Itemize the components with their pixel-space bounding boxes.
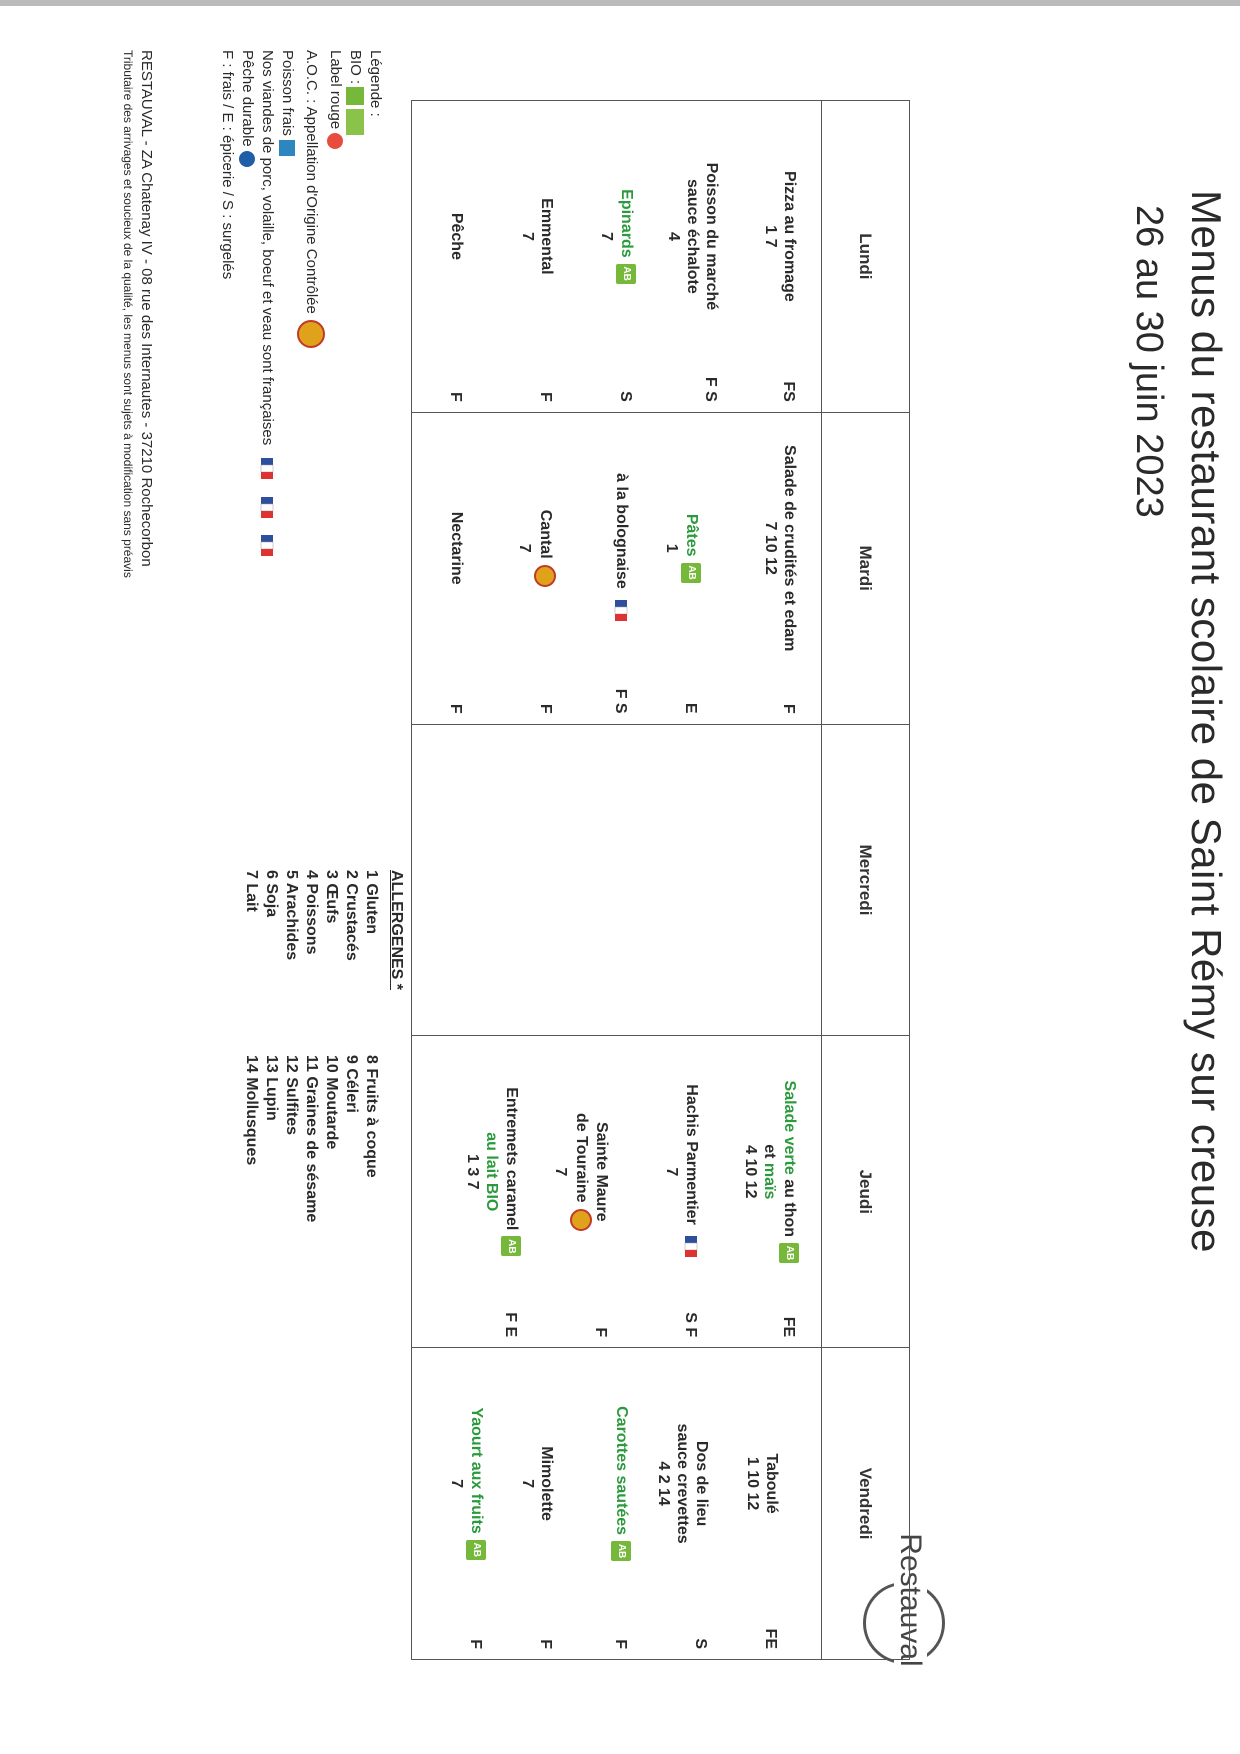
allergen-codes: 1 7 <box>762 225 779 248</box>
aoc-label-icon <box>534 565 556 587</box>
allergen-codes: 4 10 12 <box>742 1145 759 1199</box>
storage-code: F E <box>502 1312 519 1338</box>
menu-cell-lundi <box>412 101 822 413</box>
footer-address: RESTAUVAL - ZA Chatenay IV - 08 rue des Internautes - 37210 Rochecorbon <box>138 50 155 567</box>
menu-item <box>386 413 466 724</box>
dish-name: Mimolette <box>538 1446 555 1521</box>
date-range: 26 au 30 juin 2023 <box>1128 205 1170 518</box>
bio-label-icon: AB <box>611 1541 631 1561</box>
menu-item <box>386 101 466 412</box>
dish-name: Salade de crudités et edam <box>781 445 798 652</box>
storage-code: F S <box>612 688 629 714</box>
bio-label-icon: AB <box>466 1540 486 1560</box>
bio-label-icon: AB <box>616 264 636 284</box>
allergen-codes: 7 <box>516 543 533 553</box>
aoc-label-icon <box>297 320 325 348</box>
storage-code: F <box>467 1639 484 1649</box>
allergen-item: 12 Sulfites <box>283 1055 300 1136</box>
menu-table <box>411 100 910 1660</box>
legend-poisson-frais: Poisson frais <box>279 50 296 136</box>
menu-cell-mercredi <box>412 724 822 1036</box>
menu-item <box>719 413 799 724</box>
day-header-mardi: Mardi <box>822 412 910 724</box>
allergens-list <box>225 870 405 1470</box>
day-header-jeudi: Jeudi <box>822 1036 910 1348</box>
legend <box>217 50 385 850</box>
legend-codes: F : frais / E : épicerie / S : surgelés <box>218 50 236 280</box>
allergen-codes: 1 <box>663 543 680 553</box>
menu-item <box>476 413 556 724</box>
menu-item <box>701 1348 781 1659</box>
storage-code: FS <box>780 381 797 402</box>
dish-name: Cantal <box>536 509 554 559</box>
dish-name: Taboulé <box>763 1453 780 1514</box>
allergen-codes: 4 <box>665 231 682 241</box>
allergens-col-2 <box>241 1055 381 1222</box>
allergens-title: ALLERGENES <box>388 870 405 980</box>
dish-name: à la bolognaise <box>612 473 630 589</box>
menu-item <box>719 1036 799 1347</box>
menu-cell-vendredi <box>412 1348 822 1660</box>
storage-code: F <box>447 703 464 714</box>
volaille-francaise-icon <box>257 494 277 522</box>
storage-code: F <box>537 1639 554 1649</box>
menu-item <box>441 1036 521 1347</box>
storage-code: F <box>537 392 554 402</box>
menu-item <box>641 101 721 412</box>
allergen-item: 14 Mollusques <box>243 1055 260 1166</box>
dish-name-green: Salade verte <box>780 1080 798 1175</box>
menu-item <box>551 413 631 724</box>
viande-francaise-icon <box>681 1235 701 1259</box>
allergen-codes: 4 2 14 <box>655 1461 672 1506</box>
menu-item <box>631 1348 711 1659</box>
allergen-codes: 1 3 7 <box>464 1153 481 1190</box>
menu-cell-jeudi <box>412 1036 822 1348</box>
dish-name: au thon <box>780 1174 798 1238</box>
menu-cell-mardi <box>412 412 822 724</box>
allergen-item: 6 Soja <box>263 870 280 918</box>
scan-edge <box>0 0 1240 6</box>
legend-viandes: Nos viandes de porc, volaille, boeuf et veau sont françaises <box>259 50 276 446</box>
dish-name: Carottes sautées <box>612 1406 630 1536</box>
menu-item <box>621 1036 701 1347</box>
allergen-item: 9 Céleri <box>343 1055 360 1113</box>
dish-name: Yaourt aux fruits <box>467 1407 485 1534</box>
poisson-frais-icon <box>279 140 295 156</box>
menu-item <box>476 101 556 412</box>
allergen-item: 5 Arachides <box>283 870 300 961</box>
allergen-codes: 7 <box>663 1167 680 1177</box>
menu-item <box>719 101 799 412</box>
allergen-codes: 7 <box>552 1167 569 1177</box>
storage-code: FE <box>780 1316 797 1338</box>
storage-code: S <box>617 391 634 402</box>
dish-name: Pâtes <box>682 513 700 557</box>
allergen-item: 1 Gluten <box>363 870 380 935</box>
logo-text: Restauval <box>894 1533 927 1667</box>
menu-item <box>406 1348 486 1659</box>
page-title: Menus du restaurant scolaire de Saint Rémy sur creuse <box>1183 190 1230 1253</box>
day-header-vendredi: Vendredi <box>822 1348 910 1660</box>
viande-francaise-icon <box>257 455 277 483</box>
storage-code: F S <box>702 376 719 402</box>
legend-peche-durable: Pêche durable <box>238 50 256 147</box>
eu-organic-icon <box>346 109 364 135</box>
allergens-col-1 <box>241 870 381 961</box>
storage-code: F <box>537 703 554 714</box>
dish-name: Pêche <box>448 212 465 260</box>
allergen-codes: 7 10 12 <box>762 521 779 575</box>
storage-code: S <box>692 1638 709 1649</box>
legend-label-rouge: Label rouge <box>327 50 344 130</box>
dish-name-green: au lait BIO <box>483 1132 500 1212</box>
footer-disclaimer: Tributaire des arrivages et soucieux de la qualité, les menus sont sujets à modification sans préavis <box>121 50 135 578</box>
allergen-codes: 1 10 12 <box>744 1456 761 1511</box>
allergen-codes: 7 <box>598 231 615 241</box>
allergen-item: 8 Fruits à coque <box>363 1055 380 1178</box>
day-header-mercredi: Mercredi <box>822 724 910 1036</box>
allergen-codes: 7 <box>519 1479 536 1489</box>
dish-name: Sainte Maure <box>593 1121 610 1222</box>
day-header-lundi: Lundi <box>822 101 910 413</box>
bio-label-icon: AB <box>681 563 701 583</box>
boeuf-francais-icon <box>257 532 277 560</box>
aoc-label-icon <box>570 1209 592 1231</box>
allergens-asterisk: * <box>388 983 405 991</box>
dish-name-part: et <box>761 1144 778 1163</box>
allergen-item: 11 Graines de sésame <box>303 1055 320 1223</box>
menu-item <box>621 413 701 724</box>
bio-label-icon: AB <box>501 1236 521 1256</box>
dish-name-part: de Touraine <box>572 1113 590 1203</box>
storage-code: F <box>612 1639 629 1649</box>
dish-name: Epinards <box>617 189 635 258</box>
menu-item <box>476 1348 556 1659</box>
dish-name: Pizza au fromage <box>781 171 798 302</box>
bio-label-icon <box>346 87 364 105</box>
allergen-item: 13 Lupin <box>263 1055 280 1121</box>
storage-code: F <box>447 392 464 402</box>
dish-name: Emmental <box>538 198 555 275</box>
dish-sauce: sauce échalote <box>684 179 701 294</box>
allergen-item: 3 Œufs <box>323 870 340 924</box>
allergen-codes: 7 <box>519 231 536 241</box>
dish-name: Poisson du marché <box>703 162 720 311</box>
dish-name: Entremets caramel <box>502 1087 520 1231</box>
menu-item <box>551 1348 631 1659</box>
menu-item <box>531 1036 611 1347</box>
menu-item <box>556 101 636 412</box>
allergen-item: 4 Poissons <box>303 870 320 955</box>
viande-francaise-icon <box>611 599 631 623</box>
dish-name: Nectarine <box>448 511 465 585</box>
allergen-item: 7 Lait <box>243 870 260 912</box>
legend-title: Légende : <box>367 50 384 117</box>
allergen-codes: 7 <box>448 1479 465 1489</box>
peche-durable-icon <box>239 151 255 167</box>
storage-code: S F <box>682 1312 699 1338</box>
dish-name-green: maïs <box>761 1162 778 1200</box>
dish-sauce: sauce crevettes <box>674 1423 691 1544</box>
legend-bio: BIO : <box>347 50 364 85</box>
dish-name: Hachis Parmentier <box>682 1084 700 1225</box>
storage-code: FE <box>762 1628 779 1649</box>
allergen-item: 10 Moutarde <box>323 1055 340 1150</box>
storage-code: F <box>592 1327 609 1338</box>
bio-label-icon: AB <box>779 1243 799 1263</box>
dish-name: Dos de lieu <box>693 1440 710 1527</box>
allergen-item: 2 Crustacés <box>343 870 360 961</box>
label-rouge-icon <box>327 133 343 149</box>
storage-code: F <box>780 703 797 714</box>
legend-aoc: A.O.C. : Appellation d'Origine Contrôlée <box>303 50 321 314</box>
storage-code: E <box>682 702 699 714</box>
